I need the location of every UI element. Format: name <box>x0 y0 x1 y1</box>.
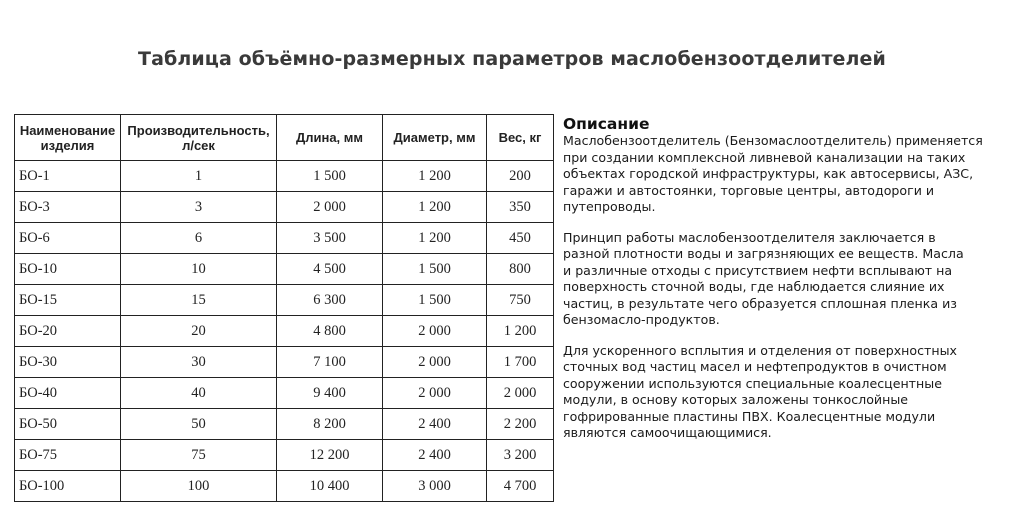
table-cell: 2 400 <box>383 409 487 440</box>
table-cell: 2 000 <box>277 192 383 223</box>
column-header-line: Производительность, <box>127 122 270 138</box>
table-cell: 9 400 <box>277 378 383 409</box>
description-paragraph <box>563 343 1013 442</box>
table-cell: 2 200 <box>487 409 554 440</box>
description-line: разной плотности воды и загрязняющих ее веществ. Масла <box>563 246 964 261</box>
table-cell: 200 <box>487 161 554 192</box>
table-cell: БО-75 <box>15 440 121 471</box>
table-cell: БО-40 <box>15 378 121 409</box>
table-cell: БО-20 <box>15 316 121 347</box>
table-cell: 4 700 <box>487 471 554 502</box>
description-line: модули, в основу которых заложены тонкослойные <box>563 392 909 407</box>
table-cell: БО-6 <box>15 223 121 254</box>
table-header-row <box>15 115 554 161</box>
table-row <box>15 378 554 409</box>
description-line: при создании комплексной ливневой канализации на таких <box>563 149 966 165</box>
description-line: частиц, в результате чего образуется сплошная пленка из <box>563 295 957 311</box>
table-cell: 6 <box>121 223 277 254</box>
table-cell: БО-50 <box>15 409 121 440</box>
table-cell: БО-15 <box>15 285 121 316</box>
table-cell: 2 400 <box>383 440 487 471</box>
table-cell: 1 200 <box>383 223 487 254</box>
column-header <box>121 115 277 161</box>
table-cell: БО-1 <box>15 161 121 192</box>
column-header-line: Длина, мм <box>295 130 364 145</box>
description-line: и различные отходы с присутствием нефти всплывают на <box>563 262 953 278</box>
description-line: объектах городской инфраструктуры, как автосервисы, АЗС, <box>563 166 974 181</box>
table-cell: 3 500 <box>277 223 383 254</box>
description-text <box>563 133 1013 442</box>
table-cell: 1 200 <box>383 161 487 192</box>
description-line: бензомасло-продуктов. <box>563 312 720 327</box>
column-header <box>277 115 383 161</box>
table-row <box>15 285 554 316</box>
column-header-line: изделия <box>40 137 95 153</box>
table-cell: БО-100 <box>15 471 121 502</box>
table-row <box>15 161 554 192</box>
table-cell: 750 <box>487 285 554 316</box>
table-cell: 6 300 <box>277 285 383 316</box>
description-line: гофрированные пластины ПВХ. Коалесцентные модули <box>563 408 936 424</box>
column-header <box>383 115 487 161</box>
table-cell: 50 <box>121 409 277 440</box>
table-cell: 1 500 <box>277 161 383 192</box>
table-cell: 800 <box>487 254 554 285</box>
parameters-table <box>14 114 554 502</box>
column-header-line: Наименование <box>19 122 116 138</box>
table-cell: 4 800 <box>277 316 383 347</box>
description-line: путепроводы. <box>563 199 656 214</box>
description-paragraph <box>563 133 1013 216</box>
description-heading: Описание <box>563 115 650 133</box>
table-body <box>15 161 554 502</box>
column-header <box>15 115 121 161</box>
table-cell: 1 700 <box>487 347 554 378</box>
table-cell: 8 200 <box>277 409 383 440</box>
table-row <box>15 440 554 471</box>
table-cell: 1 200 <box>487 316 554 347</box>
table-cell: 10 <box>121 254 277 285</box>
description-line: сооружении используются специальные коалесцентные <box>563 375 942 391</box>
description-block <box>563 115 1013 456</box>
table-cell: 7 100 <box>277 347 383 378</box>
description-line: поверхность сточной воды, где наблюдается слияние их <box>563 279 945 294</box>
page-title: Таблица объёмно-размерных параметров маслобензоотделителей <box>138 48 886 70</box>
description-line: сточных вод частиц масел и нефтепродуктов в очистном <box>563 359 947 374</box>
table-cell: 450 <box>487 223 554 254</box>
table-cell: 3 <box>121 192 277 223</box>
table-cell: 10 400 <box>277 471 383 502</box>
column-header-line: Диаметр, мм <box>393 130 476 145</box>
table-cell: 2 000 <box>383 347 487 378</box>
table-row <box>15 316 554 347</box>
table-row <box>15 254 554 285</box>
table-cell: 100 <box>121 471 277 502</box>
table-cell: БО-3 <box>15 192 121 223</box>
column-header-line: Вес, кг <box>498 130 542 145</box>
table-cell: 4 500 <box>277 254 383 285</box>
table-cell: 350 <box>487 192 554 223</box>
table-row <box>15 223 554 254</box>
description-line: Принцип работы маслобензоотделителя заключается в <box>563 229 936 245</box>
column-header <box>487 115 554 161</box>
table-row <box>15 409 554 440</box>
table-cell: 3 000 <box>383 471 487 502</box>
description-line: Маслобензоотделитель (Бензомаслоотделитель) применяется <box>563 133 983 148</box>
table-cell: 1 <box>121 161 277 192</box>
table-cell: 12 200 <box>277 440 383 471</box>
table-cell: 2 000 <box>487 378 554 409</box>
table-cell: 1 500 <box>383 254 487 285</box>
table-cell: 1 200 <box>383 192 487 223</box>
table-row <box>15 471 554 502</box>
table-cell: 3 200 <box>487 440 554 471</box>
description-line: Для ускоренного всплытия и отделения от поверхностных <box>563 342 957 358</box>
table-cell: 40 <box>121 378 277 409</box>
table-cell: 30 <box>121 347 277 378</box>
table-cell: 2 000 <box>383 316 487 347</box>
table-cell: 1 500 <box>383 285 487 316</box>
description-line: являются самоочищающимися. <box>563 425 772 440</box>
description-line: гаражи и автостоянки, торговые центры, автодороги и <box>563 182 935 198</box>
description-paragraph <box>563 230 1013 329</box>
table-cell: БО-30 <box>15 347 121 378</box>
table-cell: 15 <box>121 285 277 316</box>
table-cell: 75 <box>121 440 277 471</box>
table-cell: 2 000 <box>383 378 487 409</box>
table-row <box>15 192 554 223</box>
table-cell: БО-10 <box>15 254 121 285</box>
column-header-line: л/сек <box>182 137 215 153</box>
table-row <box>15 347 554 378</box>
table-cell: 20 <box>121 316 277 347</box>
